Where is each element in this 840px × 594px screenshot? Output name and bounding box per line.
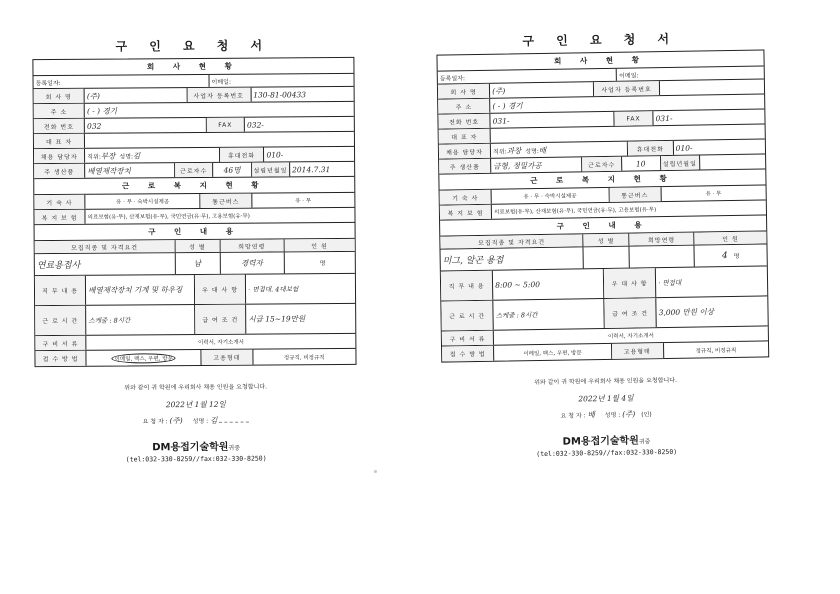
employment-type-label: 고용형태 (612, 343, 664, 359)
founded-value: 2014.7.31 (292, 164, 331, 174)
applicant-label: 요 청 자 : (142, 418, 168, 426)
bus-options: 유 · 무 (295, 198, 312, 205)
address-label: 주 소 (34, 104, 85, 118)
employment-options: 정규직, 비정규직 (283, 354, 325, 361)
pay-value: 시급 15~19만원 (248, 314, 306, 324)
work-hours-value: 스케줄 : 8시간 (493, 299, 604, 330)
applicant-name-label: 성명 : (192, 417, 209, 426)
form-grid (32, 57, 356, 367)
documents-label: 구 비 서 류 (35, 336, 86, 350)
pay-value: 3,000 만원 이상 (658, 307, 714, 318)
row-duties (35, 274, 355, 306)
founded-label: 설립년월일 (661, 155, 700, 170)
insurance-label: 복 지 보 험 (440, 205, 492, 220)
fax-value: 031- (655, 113, 673, 123)
employees-value: 10 (622, 156, 661, 171)
applicant-label: 요 청 자 : (560, 412, 586, 420)
company-name-value: (주) (85, 88, 187, 103)
form-footer (35, 365, 358, 464)
bus-options: 유 · 무 (705, 191, 722, 198)
insurance-label: 복 지 보 험 (34, 210, 85, 224)
name-label: 성명: (525, 147, 539, 155)
headcount-label: 인 원 (695, 231, 767, 244)
mobile-value: 010- (266, 149, 284, 159)
recruit-field-label: 모집직종 및 자격요건 (35, 240, 176, 253)
section-job: 구 인 내 용 (440, 215, 766, 236)
section-company: 회 사 현 황 (33, 58, 353, 76)
seal-mark: (인) (641, 411, 652, 419)
phone-value: 031- (491, 112, 615, 128)
applicant-name-label: 성명 : (604, 411, 621, 420)
contact-person-cell (491, 142, 628, 158)
phone-label: 전화 번호 (438, 114, 490, 129)
mobile-label: 휴대전화 (220, 148, 265, 162)
biz-no-value (660, 79, 765, 95)
reg-date-label: 등록일자: (438, 69, 617, 84)
applicant-value: 배 (587, 410, 595, 420)
method-label: 접 수 방 법 (442, 346, 494, 362)
benefits-value: · 면접대 (658, 278, 682, 288)
company-name-label: 회 사 명 (438, 84, 490, 99)
employees-label: 근로자수 (582, 157, 621, 172)
name-value: 배 (538, 145, 547, 155)
method-label: 접 수 방 법 (35, 351, 86, 366)
method-options (87, 350, 202, 366)
field-value: 미그, 알곤 용접 (441, 247, 585, 270)
documents-value: 이력서, 자기소개서 (607, 333, 655, 340)
request-text: 위와 같이 귀 학원에 우리회사 채용 인원을 요청합니다. (124, 383, 268, 392)
duties-value: 8:00 ~ 5:00 (493, 269, 604, 300)
academy-contact: (tel:032-330-8259//fax:032-330-8250) (536, 447, 678, 459)
contact-person-label: 채용 담당자 (34, 149, 85, 163)
gender-label: 성 별 (584, 234, 630, 247)
work-hours-label: 근 로 시 간 (35, 306, 86, 335)
age-value (630, 246, 696, 268)
name-label: 성명: (119, 152, 134, 161)
section-welfare: 근 로 복 지 현 황 (439, 169, 765, 190)
dorm-options: 유 · 무 · 숙박시설제공 (86, 194, 201, 209)
ceo-value (85, 132, 354, 148)
row-hours (35, 304, 355, 336)
age-label: 희망연령 (220, 239, 284, 251)
phone-label: 전화 번호 (34, 119, 85, 133)
dorm-label: 기 숙 사 (440, 190, 492, 205)
recruit-field-label: 모집직종 및 자격요건 (440, 234, 584, 248)
founded-label: 설립년월일 (252, 162, 290, 176)
benefits-label: 우 대 사 항 (604, 268, 657, 298)
mobile-label: 휴대전화 (628, 141, 674, 156)
form-grid (436, 49, 769, 362)
position-value: 과장 (506, 145, 522, 156)
dorm-label: 기 숙 사 (34, 195, 85, 209)
form-title: 구 인 요 청 서 (522, 31, 679, 49)
company-name-label: 회 사 명 (34, 89, 85, 103)
request-date: 2022년 1월 4일 (578, 393, 634, 404)
job-request-form-right (436, 27, 772, 532)
scan-speck (374, 470, 377, 473)
headcount-unit: 명 (319, 260, 326, 268)
address-value: ( - ) 경기 (492, 100, 523, 111)
employment-options: 정규직, 비정규직 (695, 347, 737, 355)
phone-value: 032 (85, 118, 207, 133)
reg-date-label: 등록일자: (34, 75, 210, 88)
duties-label: 직 무 내 용 (35, 276, 86, 305)
applicant-value: (주) (169, 416, 183, 426)
employment-type-label: 고용형태 (202, 350, 253, 365)
academy-name: DM용접기술학원 (562, 435, 639, 448)
founded-value (700, 154, 765, 169)
job-request-form-left (32, 35, 358, 545)
business-type-label: 주 생산품 (439, 159, 491, 174)
employees-value: 46명 (213, 163, 251, 177)
academy-suffix: 귀중 (228, 444, 241, 452)
age-value: 경력자 (220, 252, 284, 273)
business-type-value: 배열제작장치 (85, 163, 175, 178)
academy-contact: (tel:032-330-8259//fax:032-330-8250) (125, 454, 267, 464)
ceo-label: 대 표 자 (439, 129, 491, 144)
headcount-cell (284, 252, 355, 273)
method-options: 이메일, 팩스, 우편, 방문 (494, 344, 612, 361)
section-job: 구 인 내 용 (35, 223, 355, 241)
headcount-unit: 명 (733, 252, 740, 260)
row-method (35, 349, 355, 366)
business-type-label: 주 생산품 (34, 164, 85, 178)
fax-label: FAX (207, 118, 245, 132)
biz-no-value: 130-81-00433 (253, 89, 307, 100)
headcount-cell (695, 244, 767, 266)
applicant-line (35, 414, 357, 427)
gender-label: 성 별 (175, 240, 220, 252)
company-name-value: (주) (490, 82, 595, 98)
duties-label: 직 무 내 용 (441, 271, 494, 301)
pay-label: 급 여 조 건 (195, 305, 246, 334)
applicant-name-value: 김 (210, 415, 218, 425)
age-label: 희망연령 (629, 233, 694, 246)
position-label: 직위: (493, 148, 507, 156)
duties-value: 배열제작장치 기계 및 하우징 (86, 275, 195, 305)
headcount-value: 4 (721, 250, 728, 261)
fax-label: FAX (614, 111, 653, 126)
applicant-name-value: (주) (622, 409, 636, 419)
bus-label: 통근버스 (609, 187, 661, 202)
address-value: ( - ) 경기 (86, 106, 117, 116)
field-value: 연료용접사 (35, 253, 176, 275)
method-options-text: 이메일, 팩스, 우편, 방문 (112, 353, 176, 363)
position-label: 직위: (87, 153, 101, 161)
contact-person-label: 채용 담당자 (439, 144, 491, 159)
mobile-value: 010- (675, 143, 693, 153)
gender-value: 남 (176, 253, 221, 274)
insurance-options: 의료보험(유·무), 산재보험(유·무), 국민연금(유·무), 고용보험(유·무) (87, 213, 250, 221)
benefits-value: · 면접대. 4대보험 (248, 285, 299, 294)
position-value: 부장 (100, 151, 116, 161)
biz-no-label: 사업자 등록번호 (594, 81, 659, 96)
applicant-line (442, 406, 770, 422)
documents-value: 이력서, 자기소개서 (197, 339, 244, 346)
dorm-options: 유 · 무 · 숙박시설제공 (492, 188, 610, 204)
documents-label: 구 비 서 류 (442, 331, 494, 346)
email-label: 이메일: (211, 78, 231, 86)
insurance-options: 의료보험(유·무), 산재보험(유·무), 국민연금(유·무), 고용보험(유·무) (494, 207, 657, 216)
request-date: 2022년 1월 12일 (165, 399, 226, 410)
ceo-label: 대 표 자 (34, 134, 85, 148)
address-label: 주 소 (438, 99, 490, 114)
name-value: 김 (132, 150, 141, 160)
headcount-label: 인 원 (284, 239, 354, 251)
work-hours-value: 스케줄 : 8시간 (86, 305, 195, 335)
signature-scribble (219, 418, 249, 423)
academy-suffix: 귀중 (638, 438, 651, 446)
business-type-value: 금형, 정밀가공 (491, 157, 582, 172)
section-company: 회 사 현 황 (437, 50, 763, 71)
contact-person-cell (85, 148, 219, 163)
pay-label: 급 여 조 건 (604, 298, 657, 328)
form-footer (441, 357, 770, 459)
form-title: 구 인 요 청 서 (115, 38, 272, 54)
academy-name: DM용접기술학원 (152, 441, 229, 454)
employees-label: 근로자수 (175, 163, 213, 177)
fax-value: 032- (246, 120, 264, 130)
request-text: 위와 같이 귀 학원에 우리회사 채용 인원을 요청합니다. (534, 376, 678, 387)
academy-line (35, 437, 357, 454)
biz-no-label: 사업자 등록번호 (187, 88, 251, 102)
bus-label: 통근버스 (201, 194, 252, 208)
benefits-label: 우 대 사 항 (195, 275, 246, 304)
email-label: 이메일: (619, 71, 639, 80)
section-welfare: 근 로 복 지 현 황 (34, 177, 354, 195)
gender-value (584, 247, 630, 269)
row-job-values (35, 252, 355, 276)
work-hours-label: 근 로 시 간 (441, 301, 494, 331)
